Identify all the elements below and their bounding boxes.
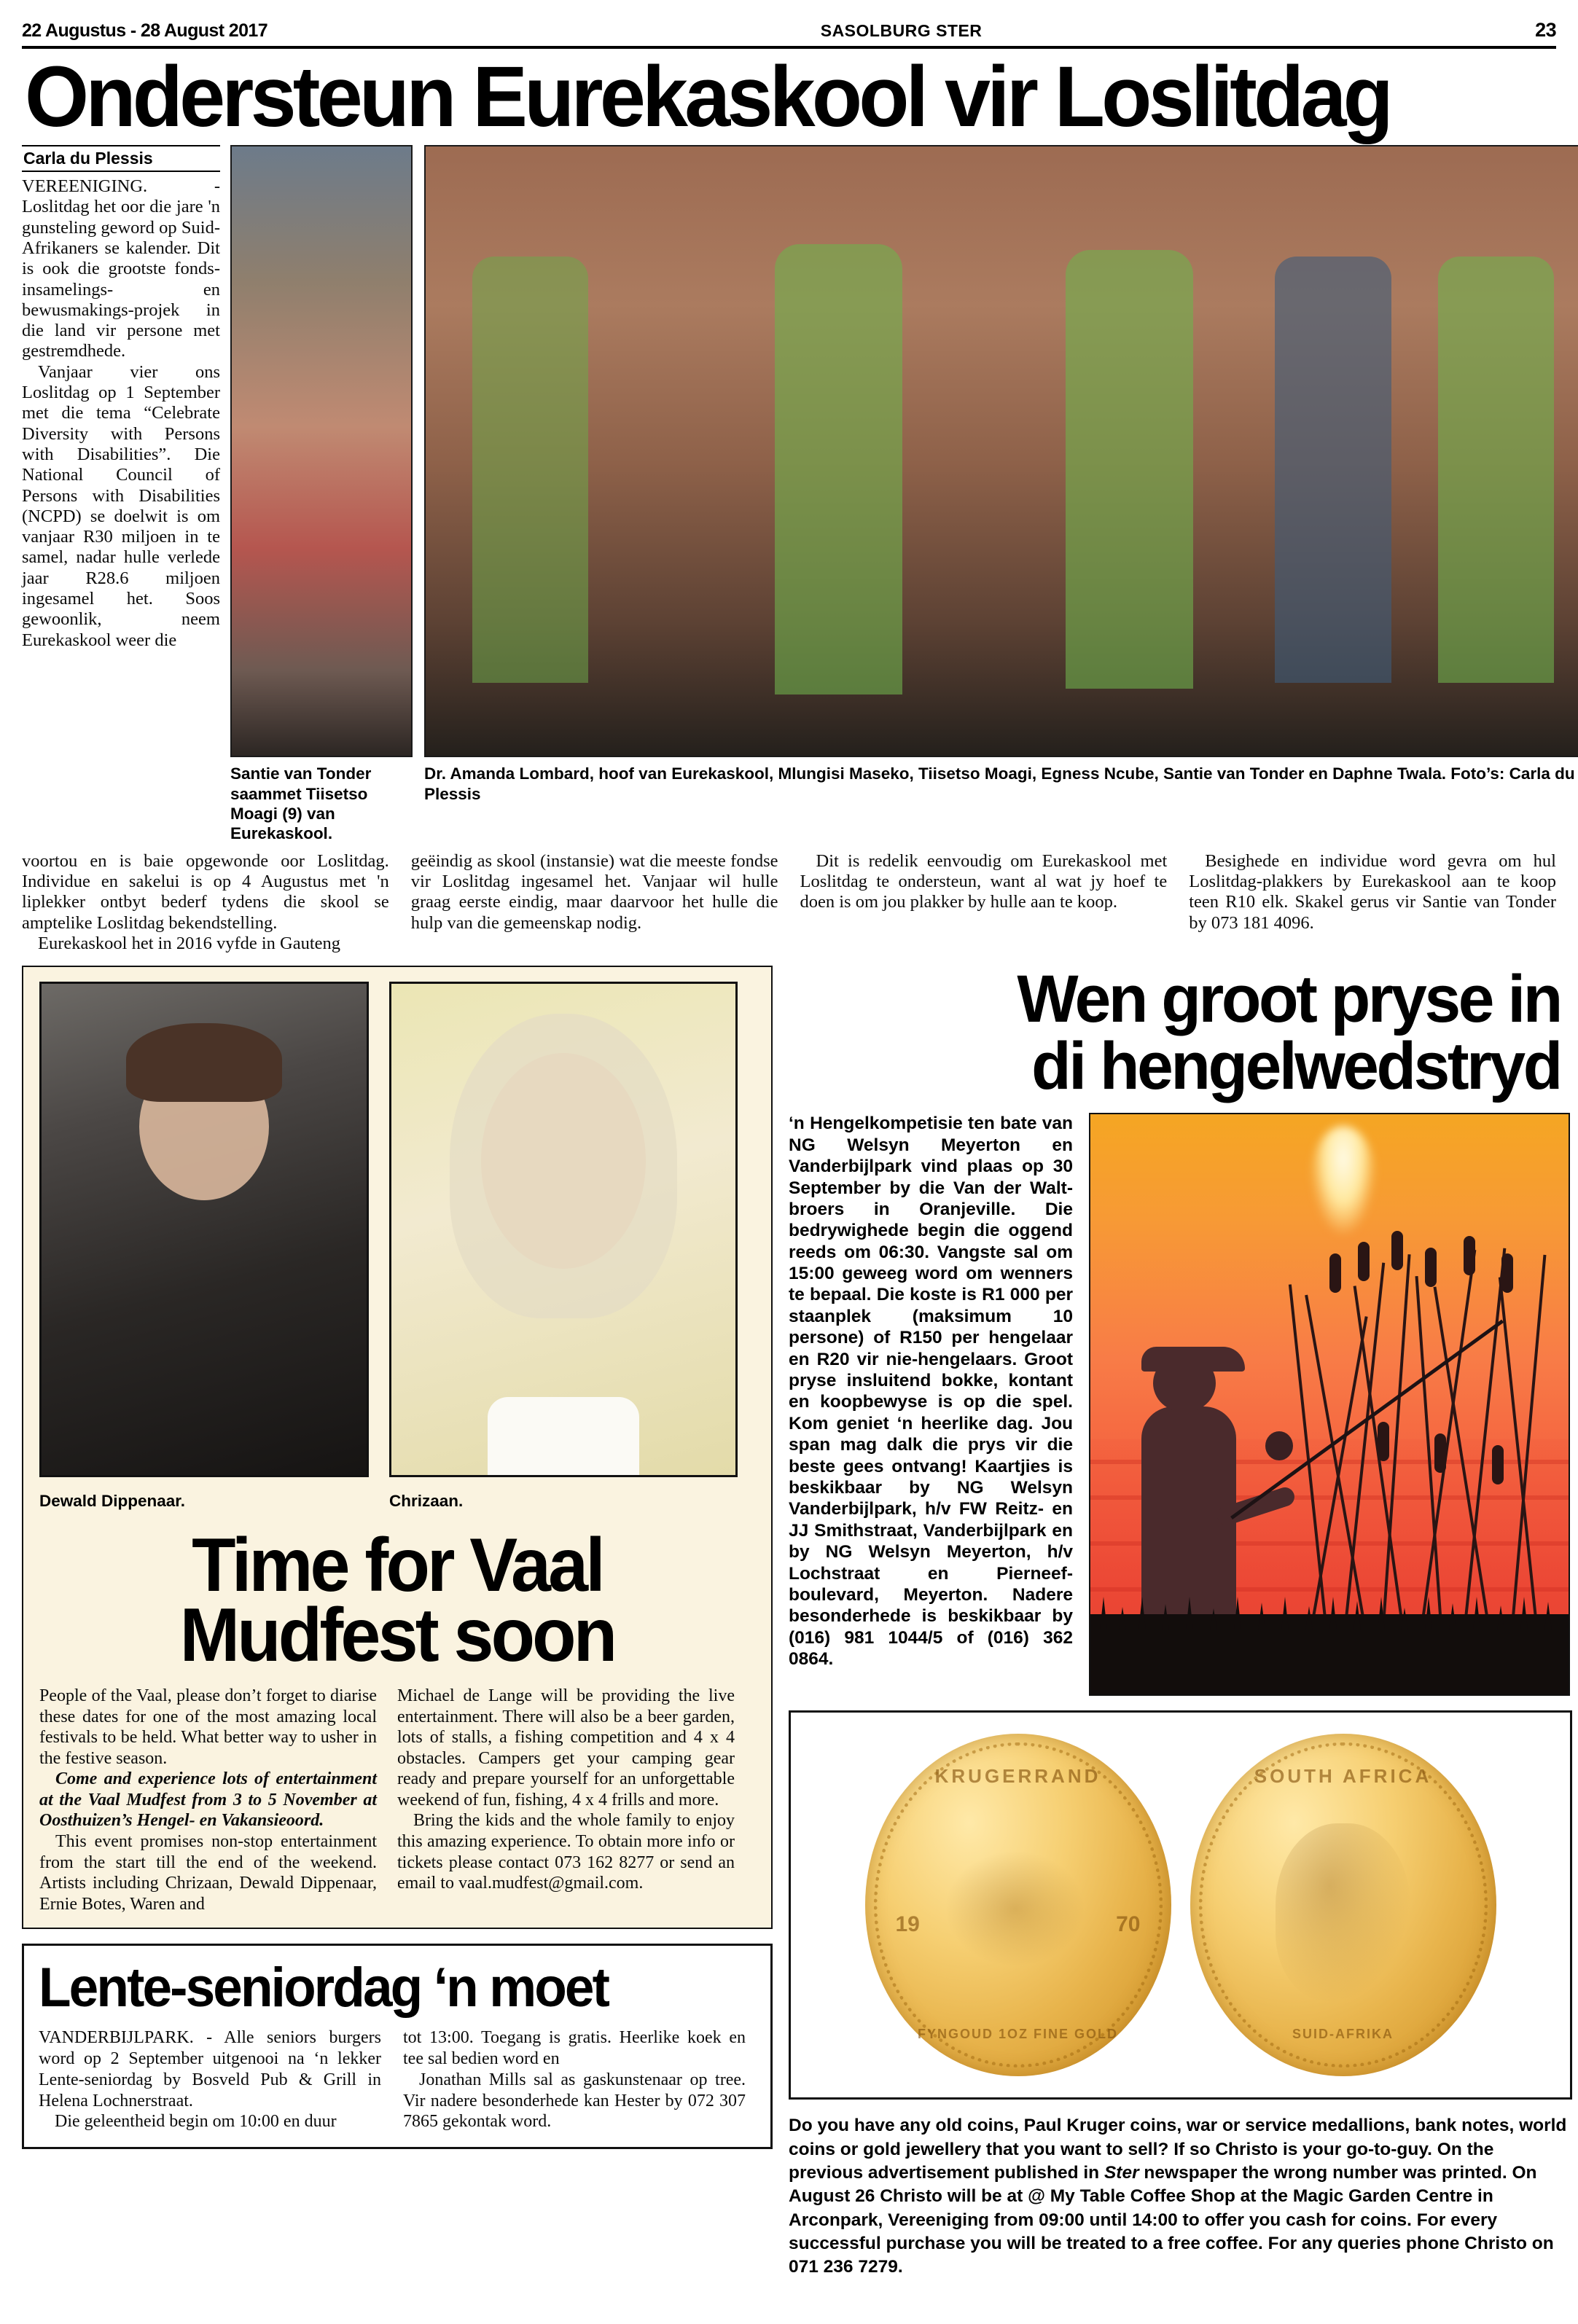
paragraph: VEREENIGING. - Loslitdag het oor die jare 'n gunsteling geword op Suid-Afrikaners se kalender. Dit is ook die grootste fonds-insamelings- en bewusmakings-projek in die land vir persone met gestremdhede. bbox=[22, 176, 220, 361]
paragraph: ‘n Hengelkompetisie ten bate van NG Welsyn Meyerton en Vanderbijlpark vind plaas op 30 September by die Van der Walt-broers in Oranjeville. Die bedrywighede begin die oggend reeds om 06:30. Vangste sal om 15:00 geweeg word om wenners te bepaal. Die koste is R1 000 per staanplek (maksimum 10 persone) of R150 per hengelaar en R20 vir nie-hengelaars. Groot pryse insluitend bokke, kontant en koopbewyse is op die spel. Kom geniet ‘n heerlike dag. Jou span mag dalk die prys vir die beste gees ontvang! Kaartjies is beskikbaar by NG Welsyn Vanderbijlpark, h/v FW Reitz- en JJ Smithstraat, Vanderbijlpark en by NG Welsyn Meyerton, h/v Lochstraat en Pierneef-boulevard, Meyerton. Nadere besonderhede is beskikbaar by (016) 981 1044/5 of (016) 362 0864. bbox=[789, 1114, 1073, 1670]
paragraph: Vanjaar vier ons Loslitdag op 1 September met die tema “Celebrate Diversity with Persons with Disabilities”. Die National Council of Persons with Disabilities (NCPD) se doelwit is om vanjaar R30 miljoen in te samel, nadar hulle verlede jaar R28.6 miljoen ingesamel het. Soos gewoonlik, neem Eurekaskool weer die bbox=[22, 361, 220, 650]
coin-left-bottom-text: FYNGOUD 1OZ FINE GOLD bbox=[917, 2027, 1118, 2042]
mudfest-col-right bbox=[397, 1686, 735, 1914]
continuation-col-a bbox=[22, 851, 389, 954]
fishing-body-column bbox=[789, 1113, 1073, 1696]
lente-body bbox=[39, 2027, 756, 2132]
mudfest-headline-line1: Time for Vaal bbox=[192, 1522, 603, 1608]
masthead-date: 22 Augustus - 28 August 2017 bbox=[22, 20, 267, 41]
masthead bbox=[22, 19, 1556, 46]
photo-chrizaan bbox=[389, 982, 738, 1477]
photo-eurekaskool-group bbox=[424, 145, 1578, 757]
mudfest-col-left bbox=[39, 1686, 377, 1914]
byline: Carla du Plessis bbox=[22, 145, 220, 172]
ad-text-part1: Do you have any old coins, Paul Kruger coins, war or service medallions, bank notes, world coins or gold jewellery that you want to sell? If so Christo is your go-to-guy. On the previous advertisement published in bbox=[789, 2116, 1567, 2183]
photo-column-right bbox=[424, 145, 1578, 844]
article-mudfest bbox=[22, 966, 773, 1929]
sun-icon bbox=[1311, 1126, 1376, 1235]
paragraph: Die geleentheid begin om 10:00 en duur bbox=[55, 2112, 337, 2132]
illustration-angler-sunset bbox=[1089, 1113, 1570, 1696]
coin-year-left: 19 bbox=[895, 1912, 920, 1936]
paragraph: People of the Vaal, please don’t forget to diarise these dates for one of the most amazing local festivals to be held. What better way to usher in the festive season. bbox=[39, 1686, 377, 1768]
main-article-col1-text bbox=[22, 176, 220, 651]
photo-caption-right: Dr. Amanda Lombard, hoof van Eurekaskool, Mlungisi Maseko, Tiisetso Moagi, Egness Ncube, Santie van Tonder en Daphne Twala. Foto’s: Carla du Plessis bbox=[424, 764, 1575, 803]
paragraph: voortou en is baie opgewonde oor Loslitdag. Individue en sakelui is op 4 Augustus met 'n liplekker ontbyt bederf tydens die skool se amptelike Loslitdag bekendstelling. bbox=[22, 850, 389, 933]
paragraph: Bring the kids and the whole family to enjoy this amazing experience. To obtain more info or tickets please contact 073 162 8277 or send an email to vaal.mudfest@gmail.com. bbox=[397, 1811, 735, 1893]
fishing-headline-line1: Wen groot pryse in bbox=[1017, 962, 1561, 1037]
paragraph: Dit is redelik eenvoudig om Eurekaskool met Loslitdag te ondersteun, want al wat jy hoef te doen is om jou plakker by hulle aan te koop. bbox=[800, 850, 1168, 912]
article-fishing bbox=[789, 1113, 1572, 1696]
lente-col-right bbox=[403, 2027, 746, 2132]
krugerrand-reverse bbox=[1190, 1734, 1496, 2076]
ad-coins-image-box bbox=[789, 1710, 1572, 2100]
main-article bbox=[22, 145, 1575, 844]
photo-caption-left: Santie van Tonder saammet Tiisetso Moagi (9) van Eurekaskool. bbox=[230, 764, 372, 843]
mudfest-captions bbox=[39, 1484, 755, 1511]
ad-text-italic: Ster bbox=[1104, 2162, 1139, 2183]
masthead-publication: SASOLBURG STER bbox=[820, 21, 983, 40]
paragraph: Besighede en individue word gevra om hul Loslitdag-plakkers by Eurekaskool aan te koop teen R10 elk. Skakel gerus vir Santie van Tonder by 073 181 4096. bbox=[1189, 850, 1556, 933]
paragraph: Michael de Lange will be providing the live entertainment. There will also be a beer garden, lots of stalls, a fishing competition and 4 x 4 obstacles. Campers get your camping gear ready and prepare yourself for an unforgettable weekend of fun, fishing, 4 x 4 frills and more. bbox=[397, 1686, 735, 1809]
mudfest-body bbox=[39, 1686, 755, 1914]
continuation-col-c bbox=[800, 851, 1168, 954]
paragraph: Eurekaskool het in 2016 vyfde in Gauteng bbox=[38, 934, 341, 954]
paragraph: VANDERBIJLPARK. - Alle seniors burgers word op 2 September uitgenooi na ‘n lekker Lente-seniordag by Bosveld Pub & Grill in Helena Lochnerstraat. bbox=[39, 2028, 381, 2110]
masthead-page-number: 23 bbox=[1535, 19, 1556, 41]
lower-section bbox=[22, 962, 1567, 2279]
paragraph: This event promises non-stop entertainment from the start till the end of the weekend. Artists including Chrizaan, Dewald Dippenaar, Ernie Botes, Waren and bbox=[39, 1832, 377, 1914]
lower-left-column bbox=[22, 966, 773, 2279]
lente-col-left bbox=[39, 2027, 381, 2132]
continuation-col-d bbox=[1189, 851, 1556, 954]
fishing-headline bbox=[800, 962, 1561, 1104]
lower-right-column bbox=[789, 962, 1572, 2279]
paragraph: Jonathan Mills sal as gaskunstenaar op tree. Vir nadere besonderhede kan Hester by 072 307 7865 gekontak word. bbox=[403, 2070, 746, 2132]
page-title: Ondersteun Eurekaskool vir Loslitdag bbox=[25, 49, 1391, 145]
continuation-col-b bbox=[411, 851, 778, 954]
photo-santie-tiisetso bbox=[230, 145, 413, 757]
ad-text-part2: newspaper the wrong number was printed. On August 26 Christo will be at @ My Table Coffee Shop at the Magic Garden Centre in Arconpark, Vereeniging from 09:00 until 14:00 to offer you cash for coins. For every successful purchase you will be treated to a free coffee. For any queries phone Christo on 071 236 7279. bbox=[789, 2162, 1554, 2277]
mudfest-photos bbox=[39, 982, 755, 1477]
paragraph: tot 13:00. Toegang is gratis. Heerlike koek en tee sal bedien word en bbox=[403, 2028, 746, 2069]
coin-images bbox=[801, 1723, 1560, 2087]
mudfest-headline-line2: Mudfest soon bbox=[179, 1593, 615, 1678]
photo-dewald-dippenaar bbox=[39, 982, 369, 1477]
coin-left-top-text: KRUGERRAND bbox=[934, 1764, 1101, 1787]
grass bbox=[1090, 1579, 1569, 1630]
krugerrand-obverse bbox=[865, 1734, 1171, 2076]
paragraph-emphasis: Come and experience lots of entertainment at the Vaal Mudfest from 3 to 5 November at Oosthuizen’s Hengel- en Vakansieoord. bbox=[39, 1769, 377, 1831]
main-article-column-1 bbox=[22, 145, 220, 844]
ad-coins-body bbox=[789, 2114, 1572, 2279]
mudfest-headline bbox=[58, 1522, 738, 1678]
article-lente-seniordag bbox=[22, 1944, 773, 2149]
coin-year-right: 70 bbox=[1116, 1912, 1141, 1936]
coin-right-bottom-text: SUID-AFRIKA bbox=[1292, 2027, 1394, 2042]
photo-column-left bbox=[230, 145, 414, 844]
mudfest-caption-left: Dewald Dippenaar. bbox=[39, 1492, 186, 1511]
coin-right-top-text: SOUTH AFRICA bbox=[1254, 1764, 1432, 1787]
paragraph: geëindig as skool (instansie) wat die meeste fondse vir Loslitdag ingesamel het. Vanjaar wil hulle graag eerste eindig, maar daarvoor het hulle die hulp van die gemeenskap nodig. bbox=[410, 850, 778, 933]
fishing-headline-line2: di hengelwedstryd bbox=[1031, 1029, 1561, 1104]
main-article-continuation bbox=[22, 851, 1556, 954]
lente-headline: Lente-seniordag ‘n moet bbox=[39, 1957, 609, 2019]
mudfest-caption-right: Chrizaan. bbox=[389, 1492, 464, 1511]
